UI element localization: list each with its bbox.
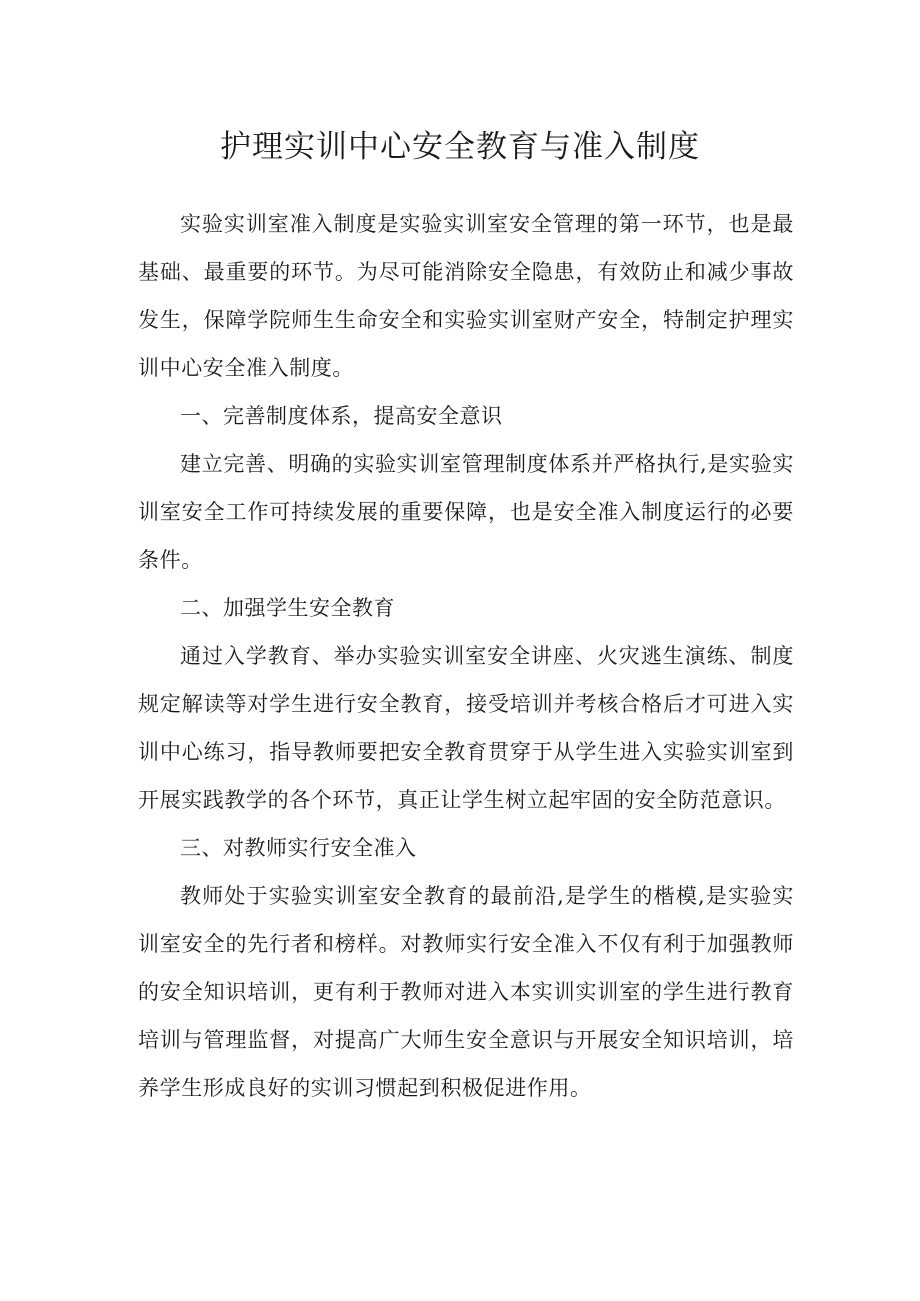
section-paragraph-3: 教师处于实验实训室安全教育的最前沿,是学生的楷模,是实验实训室安全的先行者和榜样。对教师实行安全准入不仅有利于加强教师的安全知识培训，更有利于教师对进入本实训实训室的学生进行教育培训与管理监督，对提高广大师生安全意识与开展安全知识培训，培养学生形成良好的实训习惯起到积极促进作用。 xyxy=(138,884,794,1100)
section-heading-2: 二、加强学生安全教育 xyxy=(180,596,395,620)
intro-paragraph: 实验实训室准入制度是实验实训室安全管理的第一环节，也是最基础、最重要的环节。为尽可能消除安全隐患，有效防止和减少事故发生，保障学院师生生命安全和实验实训室财产安全，特制定护理实训中心安全准入制度。 xyxy=(138,212,794,380)
section-heading-3: 三、对教师实行安全准入 xyxy=(180,836,417,860)
section-paragraph-1: 建立完善、明确的实验实训室管理制度体系并严格执行,是实验实训室安全工作可持续发展的重要保障，也是安全准入制度运行的必要条件。 xyxy=(138,452,794,572)
section-paragraph-2: 通过入学教育、举办实验实训室安全讲座、火灾逃生演练、制度规定解读等对学生进行安全教育，接受培训并考核合格后才可进入实训中心练习，指导教师要把安全教育贯穿于从学生进入实验实训室到开展实践教学的各个环节，真正让学生树立起牢固的安全防范意识。 xyxy=(138,644,794,812)
document-title: 护理实训中心安全教育与准入制度 xyxy=(220,129,700,165)
document-body xyxy=(138,200,794,1112)
section-heading-1: 一、完善制度体系，提高安全意识 xyxy=(180,404,503,428)
